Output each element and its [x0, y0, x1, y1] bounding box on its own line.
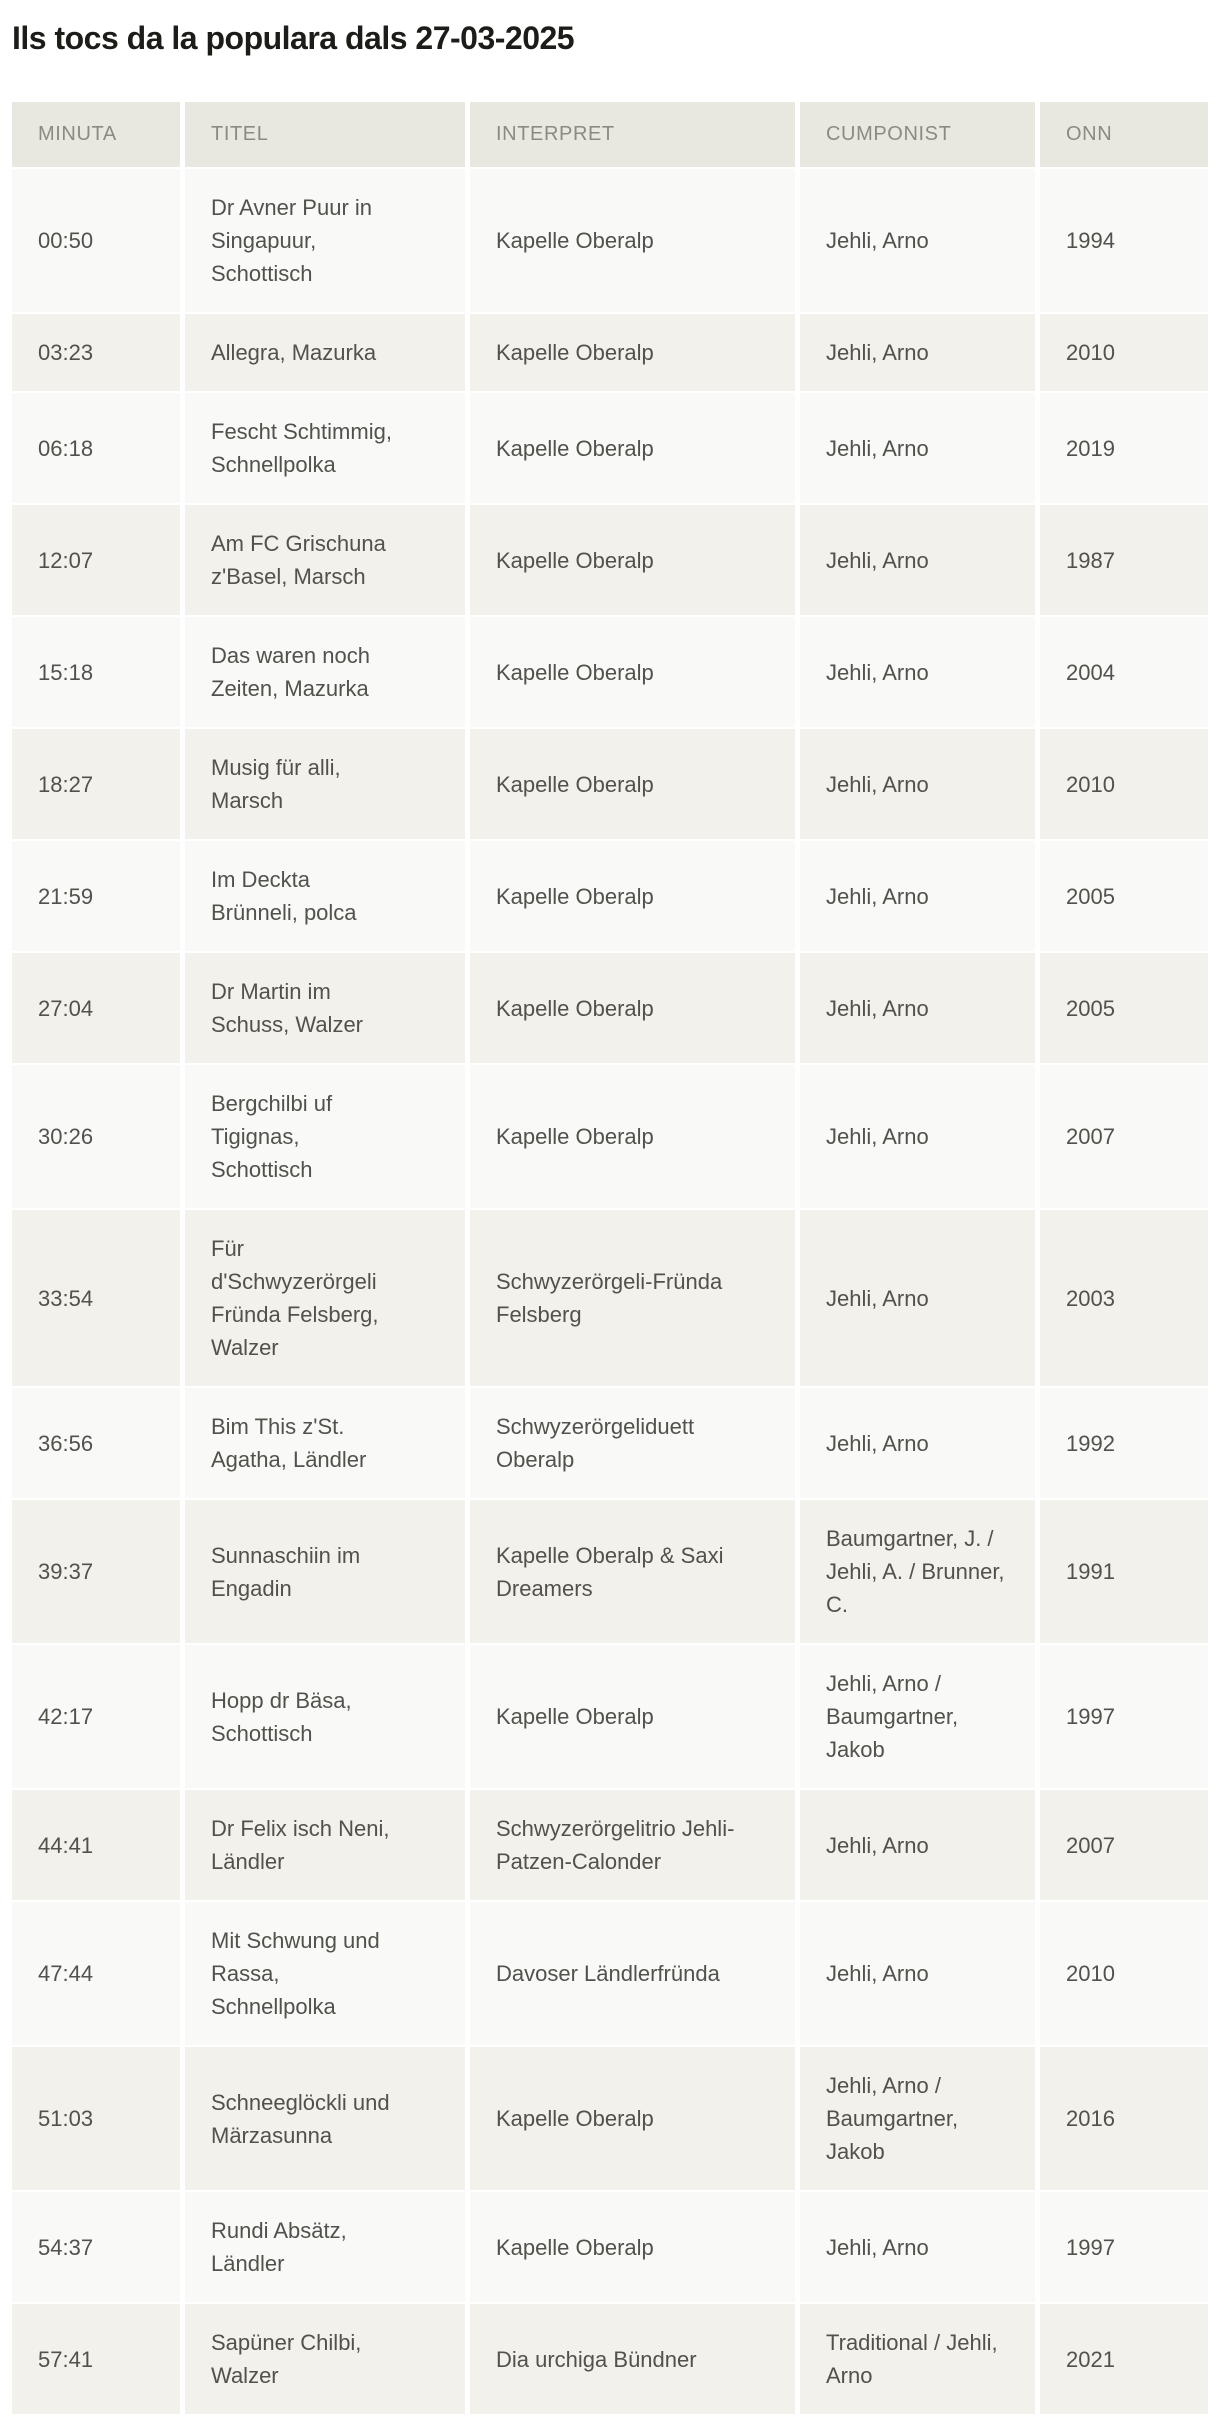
cell-cumponist: Jehli, Arno — [800, 393, 1035, 503]
cell-titel: Im Deckta Brünneli, polca — [185, 841, 465, 951]
cell-interpret: Kapelle Oberalp — [470, 1065, 795, 1208]
cell-cumponist: Jehli, Arno — [800, 1790, 1035, 1900]
table-row — [12, 1065, 1208, 1208]
cell-minuta: 30:26 — [12, 1065, 180, 1208]
cell-onn: 1994 — [1040, 169, 1208, 312]
cell-interpret: Kapelle Oberalp — [470, 729, 795, 839]
cell-interpret: Kapelle Oberalp — [470, 953, 795, 1063]
cell-interpret: Schwyzerörgelitrio Jehli-Patzen-Calonder — [470, 1790, 795, 1900]
column-header-cumponist: CUMPONIST — [800, 102, 1035, 167]
cell-minuta: 12:07 — [12, 505, 180, 615]
cell-onn: 2007 — [1040, 1065, 1208, 1208]
cell-interpret: Kapelle Oberalp — [470, 1645, 795, 1788]
cell-titel: Bim This z'St. Agatha, Ländler — [185, 1388, 465, 1498]
cell-interpret: Kapelle Oberalp — [470, 841, 795, 951]
table-row — [12, 2304, 1208, 2414]
cell-titel: Am FC Grischuna z'Basel, Marsch — [185, 505, 465, 615]
cell-onn: 2005 — [1040, 841, 1208, 951]
table-row — [12, 2047, 1208, 2190]
cell-titel: Dr Avner Puur in Singapuur, Schottisch — [185, 169, 465, 312]
cell-interpret: Kapelle Oberalp — [470, 314, 795, 391]
cell-onn: 2005 — [1040, 953, 1208, 1063]
table-row — [12, 1902, 1208, 2045]
table-row — [12, 1210, 1208, 1386]
cell-minuta: 44:41 — [12, 1790, 180, 1900]
cell-minuta: 18:27 — [12, 729, 180, 839]
cell-minuta: 36:56 — [12, 1388, 180, 1498]
cell-titel: Sapüner Chilbi, Walzer — [185, 2304, 465, 2414]
cell-titel: Hopp dr Bäsa, Schottisch — [185, 1645, 465, 1788]
cell-interpret: Dia urchiga Bündner — [470, 2304, 795, 2414]
cell-cumponist: Baumgartner, J. / Jehli, A. / Brunner, C. — [800, 1500, 1035, 1643]
cell-interpret: Kapelle Oberalp — [470, 2192, 795, 2302]
cell-titel: Rundi Absätz, Ländler — [185, 2192, 465, 2302]
cell-cumponist: Jehli, Arno — [800, 169, 1035, 312]
table-row — [12, 1388, 1208, 1498]
cell-onn: 1991 — [1040, 1500, 1208, 1643]
cell-cumponist: Jehli, Arno — [800, 1902, 1035, 2045]
cell-onn: 2021 — [1040, 2304, 1208, 2414]
table-row — [12, 729, 1208, 839]
table-row — [12, 2192, 1208, 2302]
cell-onn: 2004 — [1040, 617, 1208, 727]
table-row — [12, 314, 1208, 391]
playlist-table-header — [12, 102, 1208, 167]
table-row — [12, 841, 1208, 951]
cell-titel: Schneeglöckli und Märzasunna — [185, 2047, 465, 2190]
cell-cumponist: Jehli, Arno — [800, 953, 1035, 1063]
cell-cumponist: Jehli, Arno — [800, 314, 1035, 391]
table-row — [12, 1645, 1208, 1788]
cell-onn: 1997 — [1040, 1645, 1208, 1788]
cell-cumponist: Jehli, Arno — [800, 2192, 1035, 2302]
column-header-titel: TITEL — [185, 102, 465, 167]
cell-titel: Mit Schwung und Rassa, Schnellpolka — [185, 1902, 465, 2045]
cell-onn: 1997 — [1040, 2192, 1208, 2302]
cell-cumponist: Jehli, Arno — [800, 841, 1035, 951]
table-row — [12, 505, 1208, 615]
cell-titel: Bergchilbi uf Tigignas, Schottisch — [185, 1065, 465, 1208]
cell-minuta: 57:41 — [12, 2304, 180, 2414]
header-row — [12, 102, 1208, 167]
cell-interpret: Schwyzerörgeli-Fründa Felsberg — [470, 1210, 795, 1386]
cell-titel: Dr Felix isch Neni, Ländler — [185, 1790, 465, 1900]
cell-minuta: 33:54 — [12, 1210, 180, 1386]
cell-titel: Sunnaschiin im Engadin — [185, 1500, 465, 1643]
page-title: Ils tocs da la populara dals 27-03-2025 — [12, 20, 575, 56]
cell-cumponist: Jehli, Arno — [800, 1388, 1035, 1498]
column-header-minuta: MINUTA — [12, 102, 180, 167]
table-row — [12, 1500, 1208, 1643]
cell-interpret: Kapelle Oberalp — [470, 617, 795, 727]
cell-interpret: Kapelle Oberalp & Saxi Dreamers — [470, 1500, 795, 1643]
cell-interpret: Kapelle Oberalp — [470, 169, 795, 312]
table-row — [12, 393, 1208, 503]
cell-minuta: 21:59 — [12, 841, 180, 951]
cell-onn: 2007 — [1040, 1790, 1208, 1900]
cell-cumponist: Jehli, Arno — [800, 1210, 1035, 1386]
cell-cumponist: Jehli, Arno — [800, 505, 1035, 615]
cell-titel: Musig für alli, Marsch — [185, 729, 465, 839]
cell-minuta: 06:18 — [12, 393, 180, 503]
playlist-table-body — [12, 169, 1208, 2414]
cell-minuta: 51:03 — [12, 2047, 180, 2190]
column-header-onn: ONN — [1040, 102, 1208, 167]
table-row — [12, 1790, 1208, 1900]
cell-titel: Das waren noch Zeiten, Mazurka — [185, 617, 465, 727]
cell-titel: Allegra, Mazurka — [185, 314, 465, 391]
cell-titel: Fescht Schtimmig, Schnellpolka — [185, 393, 465, 503]
playlist-table — [7, 100, 1213, 2416]
cell-interpret: Kapelle Oberalp — [470, 393, 795, 503]
cell-minuta: 15:18 — [12, 617, 180, 727]
cell-interpret: Davoser Ländlerfründa — [470, 1902, 795, 2045]
cell-minuta: 54:37 — [12, 2192, 180, 2302]
cell-onn: 2010 — [1040, 1902, 1208, 2045]
cell-onn: 1992 — [1040, 1388, 1208, 1498]
cell-minuta: 39:37 — [12, 1500, 180, 1643]
cell-minuta: 27:04 — [12, 953, 180, 1063]
cell-cumponist: Jehli, Arno — [800, 729, 1035, 839]
cell-onn: 2016 — [1040, 2047, 1208, 2190]
cell-interpret: Kapelle Oberalp — [470, 2047, 795, 2190]
cell-interpret: Schwyzerörgeliduett Oberalp — [470, 1388, 795, 1498]
cell-onn: 2010 — [1040, 729, 1208, 839]
cell-onn: 1987 — [1040, 505, 1208, 615]
cell-interpret: Kapelle Oberalp — [470, 505, 795, 615]
cell-cumponist: Jehli, Arno — [800, 1065, 1035, 1208]
table-row — [12, 953, 1208, 1063]
table-row — [12, 169, 1208, 312]
cell-titel: Dr Martin im Schuss, Walzer — [185, 953, 465, 1063]
cell-minuta: 42:17 — [12, 1645, 180, 1788]
cell-onn: 2010 — [1040, 314, 1208, 391]
cell-minuta: 03:23 — [12, 314, 180, 391]
table-row — [12, 617, 1208, 727]
cell-minuta: 47:44 — [12, 1902, 180, 2045]
cell-minuta: 00:50 — [12, 169, 180, 312]
cell-cumponist: Jehli, Arno / Baumgartner, Jakob — [800, 1645, 1035, 1788]
cell-onn: 2019 — [1040, 393, 1208, 503]
cell-cumponist: Jehli, Arno — [800, 617, 1035, 727]
cell-cumponist: Jehli, Arno / Baumgartner, Jakob — [800, 2047, 1035, 2190]
column-header-interpret: INTERPRET — [470, 102, 795, 167]
cell-cumponist: Traditional / Jehli, Arno — [800, 2304, 1035, 2414]
cell-onn: 2003 — [1040, 1210, 1208, 1386]
cell-titel: Für d'Schwyzerörgeli Fründa Felsberg, Walzer — [185, 1210, 465, 1386]
